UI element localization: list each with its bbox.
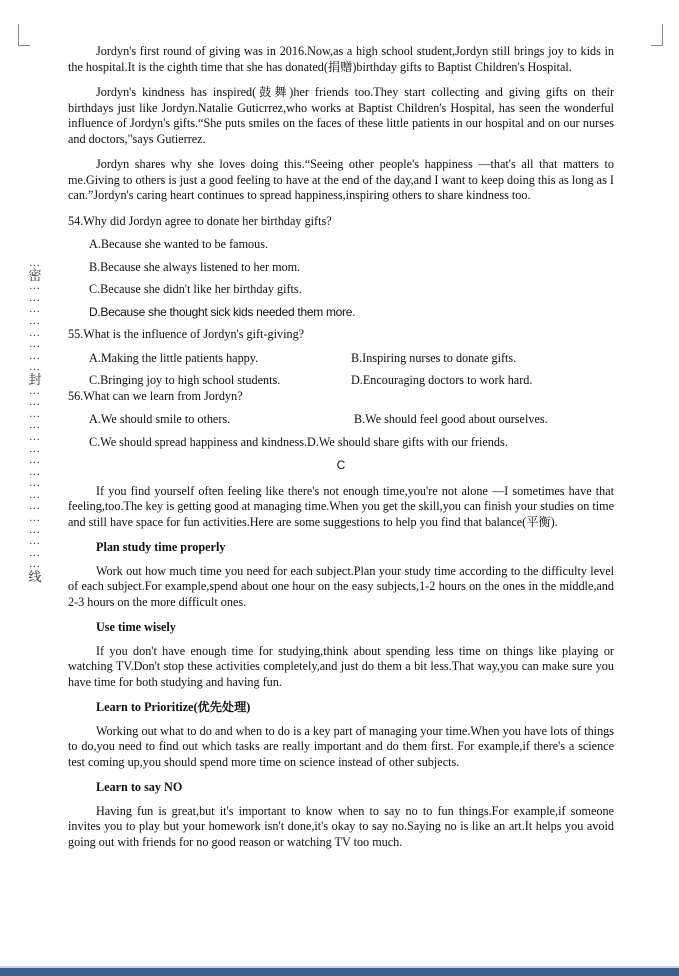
binding-dots: … <box>29 338 41 351</box>
taskbar <box>0 968 679 976</box>
binding-dots: … <box>29 326 41 339</box>
binding-dots: … <box>29 257 41 269</box>
section-heading-use-time: Use time wisely <box>96 620 176 634</box>
top-right-crop-mark <box>662 24 675 46</box>
binding-dots: … <box>29 291 41 304</box>
q56-options-row-1 <box>89 412 614 428</box>
section-text-plan: Work out how much time you need for each subject.Plan your study time according to the difficulty level of each subject.For example,spend about one hour on the easy subjects,1-2 hours on the ones in the middle,and 2-3 hours on the more difficult ones. <box>68 563 614 609</box>
binding-dots: … <box>29 361 41 374</box>
binding-dots: … <box>29 430 41 443</box>
binding-dots: … <box>29 488 41 501</box>
section-heading-plan: Plan study time properly <box>96 540 226 554</box>
section-heading-prioritize: Learn to Prioritize(优先处理) <box>96 700 251 714</box>
question-54-stem: 54.Why did Jordyn agree to donate her birthday gifts? <box>68 213 332 228</box>
q55-option-d: D.Encouraging doctors to work hard. <box>351 373 533 387</box>
section-text-say-no: Having fun is great,but it's important to know when to say no to fun things.For example,if someone invites you to play but your homework isn't done,it's okay to say no.Saying no is like an art.It helps you avoid going out with friends for no good reason or watching TV too much. <box>68 803 614 849</box>
binding-dots: … <box>29 477 41 490</box>
document-page <box>68 44 614 860</box>
q56-options-row-2 <box>89 435 614 451</box>
binding-dots: … <box>29 546 41 559</box>
passage-c-label: C <box>336 458 346 472</box>
binding-char-feng: 封 <box>28 371 42 387</box>
binding-char-mi: 密 <box>28 267 42 283</box>
question-55-stem: 55.What is the influence of Jordyn's gift-giving? <box>68 327 305 341</box>
q55-option-c: C.Bringing joy to high school students. <box>89 373 281 387</box>
q54-option-d: D.Because she thought sick kids needed them more. <box>89 304 356 319</box>
binding-dots: … <box>29 500 41 513</box>
q56-option-c: C.We should spread happiness and kindness. <box>89 434 308 449</box>
binding-line <box>28 258 42 678</box>
binding-dots: … <box>29 349 41 362</box>
binding-dots: … <box>29 523 41 536</box>
binding-dots: … <box>29 384 41 397</box>
section-text-use-time: If you don't have enough time for studying,think about spending less time on things like playing or watching TV.Don't stop these activities completely,and just do them a bit less.That way,you can make sure you have time for both studying and having fun. <box>68 643 614 689</box>
binding-dots: … <box>29 512 41 525</box>
q54-option-b: B.Because she always listened to her mom. <box>89 259 301 274</box>
binding-dots: … <box>29 280 41 293</box>
q56-option-a: A.We should smile to others. <box>89 412 231 426</box>
q54-option-a: A.Because she wanted to be famous. <box>89 237 269 251</box>
question-56-stem: 56.What can we learn from Jordyn? <box>68 388 243 403</box>
q55-options-row-2 <box>89 373 614 389</box>
binding-dots: … <box>29 407 41 420</box>
binding-dots: … <box>29 396 41 409</box>
q54-option-c: C.Because she didn't like her birthday gifts. <box>89 282 302 296</box>
q55-option-b: B.Inspiring nurses to donate gifts. <box>351 350 517 365</box>
q55-options-row-1 <box>89 351 614 367</box>
binding-char-xian: 线 <box>28 569 42 585</box>
section-text-prioritize: Working out what to do and when to do is a key part of managing your time.When you have lots of things to do,you need to find out which tasks are really important and do them first. For example,if there's a science test coming up,you should spend more time on science instead of other subjects. <box>68 723 614 769</box>
passage-c-intro: If you find yourself often feeling like there's not enough time,you're not alone —I sometimes have that feeling,too.The key is getting good at managing time.When you get the skill,you can finish your studies on time and still have space for fun activities.Here are some suggestions to help you find that balance(平衡). <box>68 483 614 529</box>
passage-b-paragraph-1: Jordyn's first round of giving was in 2016.Now,as a high school student,Jordyn still brings joy to kids in the hospital.It is the cighth time that she has donated(捐赠)birthday gifts to Baptist Children's Hospital. <box>68 44 614 74</box>
binding-dots: … <box>29 303 41 316</box>
binding-dots: … <box>29 465 41 478</box>
binding-dots: … <box>29 442 41 455</box>
q55-option-a: A.Making the little patients happy. <box>89 350 259 365</box>
binding-dots: … <box>29 454 41 467</box>
binding-dots: … <box>29 314 41 327</box>
binding-dots: … <box>29 419 41 432</box>
passage-b-paragraph-2: Jordyn's kindness has inspired(鼓舞)her friends too.They start collecting and giving gifts on their birthdays just like Jordyn.Natalie Guticrrez,who works at Baptist Children's Hospital, has seen the wonderful influence of Jordyn's gifts.“She puts smiles on the faces of these little patients in our hospital and on our nurses and doctors,"says Gutierrez. <box>68 85 614 146</box>
binding-dots: … <box>29 558 41 571</box>
passage-b-paragraph-3: Jordyn shares why she loves doing this.“Seeing other people's happiness —that's all that matters to me.Giving to others is just a good feeling to have at the end of the day,and I want to keep doing this as long as I can.”Jordyn's caring heart continues to spread happiness,inspiring others to share kindness too. <box>68 157 614 202</box>
binding-dots: … <box>29 535 41 548</box>
q56-option-d: D.We should share gifts with our friends. <box>307 434 508 449</box>
top-left-crop-mark <box>6 24 19 46</box>
section-heading-say-no: Learn to say NO <box>96 780 183 794</box>
q56-option-b: B.We should feel good about ourselves. <box>354 412 548 426</box>
